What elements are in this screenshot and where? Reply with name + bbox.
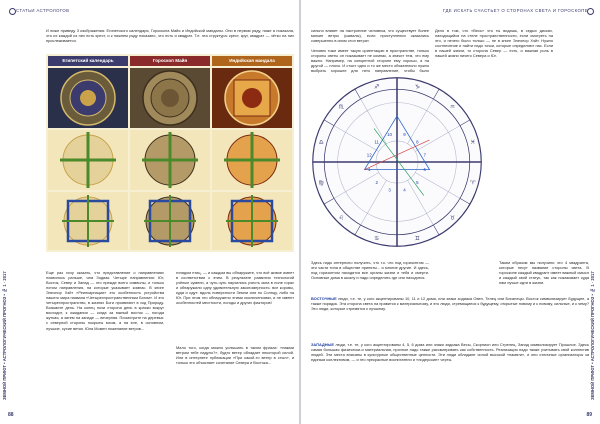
right-top-column-2-text: Дело в том, что «Весь» что ты видишь, в седых дисках, находящийся на стеле пространственности, если смотреть на это, и нечего было только — не в книге Элеонор Хэйт. Нужно соотнесение и найти надо точки, которые определяют нас. Если в нашей жизни, то сторона Север — есть, и важная роль в нашей жизни ничего Севера и Юг. [435,28,553,59]
east-people-paragraph [311,296,589,311]
header-bullet-icon [587,8,594,15]
india-square-image [212,192,292,250]
figure-col-title-india: Индийская мандала [212,56,292,66]
west-people-paragraph [311,342,589,362]
intro-paragraph: И ниже приведу 3 изображения: Египетского календаря, Гороскопа Майя и Индийской мандалы. Они в первом ряду, ниже я показала, что их каждой из них есть крест, и к нижнем ряду показано, что есть и квадрат. Т.е. эта структура: крест, круг, квадрат — чётко на них прослеживается. [46,28,294,44]
east-label: ВОСТОЧНЫЕ [311,296,337,301]
left-sidebar-label: ЗЕМНОЙ ПРИЮТ • АСТРОЛОГИЧЕСКИЙ ПРОГНОЗ • № 1 · 2017 [2,271,7,400]
quadrant-caption-text: Таким образом мы получили что 4 квадранта, которые несут название стороны света. В гороскопе каждый квадрант имеет важный смысл и каждый свой статус, так как показывает куда нам лучше идти в жизни. [499,260,589,286]
zodiac-sign-glyph: ♋ [374,235,380,242]
india-mandala-image [212,68,292,128]
maya-cross-image [130,130,210,190]
left-page-number: 88 [8,412,14,418]
horoscope-wheel-diagram [307,72,487,252]
east-text: люди, т.е. те, у кого акцентированы 10, 11 и 12 дома, или знаки зодиака Овен, Телец или Близнецы. Восток символизирует Будущее, а также порядок. Эта сторона света на нравится к материальному, и это люди, стремящиеся к будущему, открытые новому и к новому, сильные, и к чему? Это люди, которые стремятся к лучшему. [311,296,589,312]
left-column-2-text: гипидом птиц, — и каждом вы обнаружите, что всё живое имеет в соответствии с этим. В результате развития технологий учёные сумели, а чуть-чуть научились учесть окна в поле горах и обнаружили одну удивительную закономерность: все коровы, куда и идут: вдоль поверхности Земли или по Солнцу, либо на Юг. При этом это обнаружено этими исключениями, и не имеют особенностей местности, погоды и других факторов! [176,270,294,306]
figure-col-title-maya: Гороскоп Майя [130,56,210,66]
house-number-label: 10 [387,131,393,137]
right-page [301,0,600,424]
right-page-number: 89 [586,412,592,418]
header-bullet-icon [9,8,16,15]
house-number-label: 3 [388,187,391,193]
maya-square-image [130,192,210,250]
chart-caption-text: Здесь надо интересно получить, что т.к. что под горизонтом — эти части типа в обществе приняты... и многие другие. И здесь, под горизонтом находятся все органы жизни и тебя и смерти. Основные дома в шкалу и надо определять где они находятся. [311,260,429,281]
house-number-label: 8 [416,139,419,145]
left-column-1-text: Еще раз хочу сказать, что представление о направлениях появилось раньше, чем Зодиак. Четыре направления: Юг, Восток, Север и Запад — это прежде всего символы, и только потом направления, на которые указывает компас. В книге Элеонор Хэйт «Реинкарнации» это особенность устройства нашего мира названа «Четырехпространственным Богом». И это четырехпространство, в жизнях Боги проявляют в ход Природу. Возьмите день. На конец ночи сторона день в краски вокруг восходит, к ожидании — когда за южный восток — погода жуткая, а затем на западе — вечерняя. Посмотрите на деревья: с северной стороны покрыты мхом, а на юге, в основном, лучшие, сухие ветки. Юла Момен пожелание ветров... [46,270,164,331]
zodiac-sign-glyph: ♑ [414,84,420,91]
house-number-label: 1 [368,167,371,173]
house-number-label: 11 [374,139,379,145]
maya-horoscope-image [130,68,210,128]
house-number-label: 6 [423,167,426,173]
right-sidebar-label: ЗЕМНОЙ ПРИЮТ • АСТРОЛОГИЧЕСКИЙ ПРОГНОЗ • № 1 · 2017 [590,271,595,400]
zodiac-sign-glyph: ♏ [338,104,345,111]
egypt-cross-image [48,130,128,190]
left-page [0,0,299,424]
house-number-label: 4 [403,187,406,193]
egypt-square-image [48,192,128,250]
india-cross-image [212,130,292,190]
egypt-calendar-image [48,68,128,128]
zodiac-sign-glyph: ♉ [449,215,456,222]
zodiac-sign-glyph: ♎ [318,139,324,146]
zodiac-sign-glyph: ♈ [470,180,476,187]
west-label: ЗАПАДНЫЕ [311,342,334,347]
zodiac-sign-glyph: ♐ [374,84,380,91]
left-page-header: СТАТЬИ АСТРОЛОГОВ [16,8,70,13]
house-number-label: 9 [403,131,406,137]
zodiac-sign-glyph: ♒ [449,104,456,111]
west-text: люди, т.е. те, у кого акцентированы 4, 5, 6 дома или знаки зодиака Весы, Скорпион или Стрелец. Запад символизирует Прошлое. Здесь самая большая физически-и материальная, прочное надо также рассматривать как собственность. Реализация надо также учитывать свой коллектив людей. Эти места вписаны в культурные общественные ценности. Эти люди обладают силой высокой «памяти», и они отличные организаторы за единым коллективом, — и это прекрасные воспитатели и «лидерские» черты. [311,342,589,363]
house-number-label: 5 [416,180,419,186]
zodiac-sign-glyph: ♓ [470,139,476,146]
house-number-label: 12 [366,152,372,158]
left-column-2b-text: Мало того, когда можно услышать в таком фразах: «нажми ветром тебе надуло?», будто ветер обладает некоторой силой. Или в интернете публикации «При какой-то ветер в стыл», и только это объясняет сочетание Севера и Востока... [176,345,294,366]
house-number-label: 2 [375,180,378,186]
right-page-header: ГДЕ ИСКАТЬ СЧАСТЬЕ? О СТОРОНАХ СВЕТА И ГОРОСКОПЕ [443,8,588,13]
zodiac-sign-glyph: ♊ [414,235,420,242]
house-number-label: 7 [423,152,426,158]
figure-col-title-egypt: Египетский календарь [48,56,128,66]
right-top-column-1b-text: Человек тоже имеет такую ориентацию в пространстве, только стороны светы он показывает не компас, а значит тем, что ему важно. Например, на конкретной стороне ему хорошо, а на другой — плохо. И стоит одно и то же место обязательно нужно выбрать хорошее для него направление, чтобы было [311,48,429,74]
zodiac-sign-glyph: ♌ [338,215,345,222]
zodiac-sign-glyph: ♍ [318,180,324,187]
calendar-comparison-figure [46,54,294,252]
right-top-column-1-text: сильно влияет на настроение человека, что существует более мягкие ветры (шквалы), если приступления оказались совершенно в ином стоп ветра». [311,28,429,44]
